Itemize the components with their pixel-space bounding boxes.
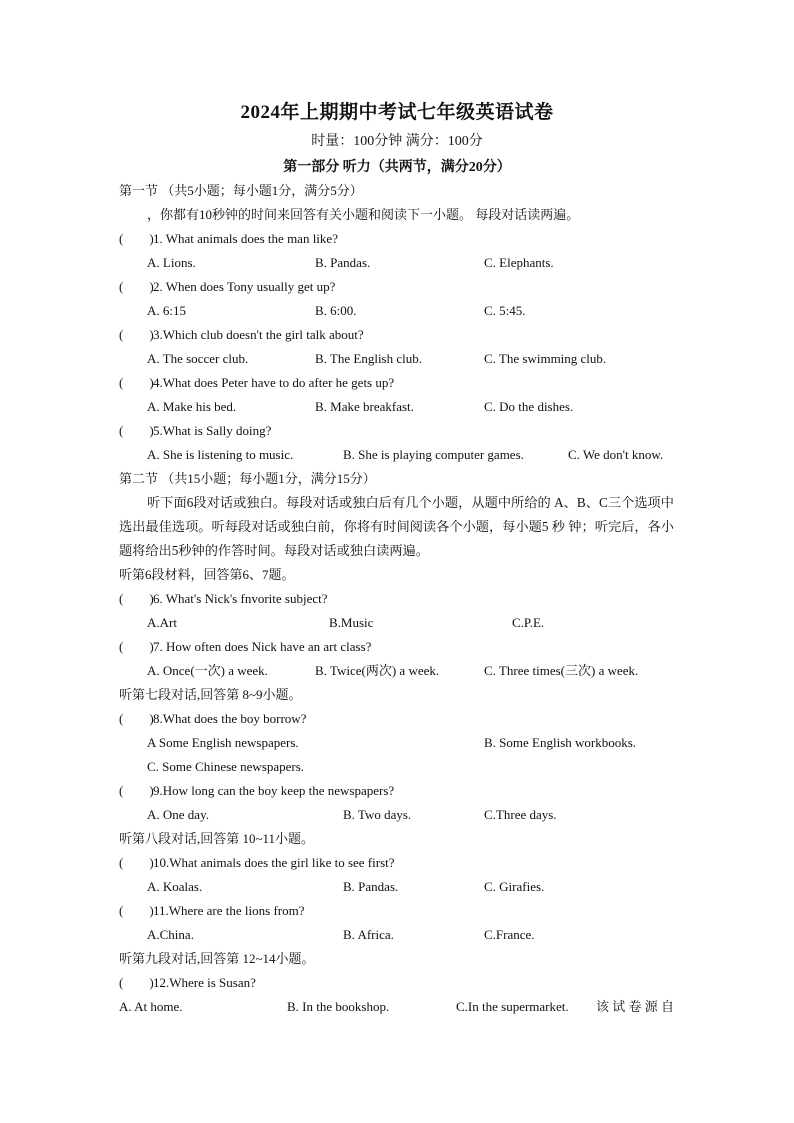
option-b: B. Some English workbooks. xyxy=(484,735,637,750)
option-b: B. In the bookshop. xyxy=(287,999,390,1014)
option-a: A.Art xyxy=(147,615,177,630)
question-10 xyxy=(119,855,395,871)
option-a: A. Lions. xyxy=(147,255,196,270)
option-c: C. Girafies. xyxy=(484,879,545,894)
option-c: C. Elephants. xyxy=(484,255,554,270)
answer-blank[interactable]: ( ) xyxy=(119,327,154,342)
question-text: 6. What's Nick's fnvorite subject? xyxy=(153,591,328,606)
answer-blank[interactable]: ( ) xyxy=(119,711,154,726)
option-c: C. 5:45. xyxy=(484,303,526,318)
option-c: C. We don't know. xyxy=(568,447,664,462)
question-6 xyxy=(119,591,327,607)
question-text: 2. When does Tony usually get up? xyxy=(153,279,336,294)
question-text: 8.What does the boy borrow? xyxy=(153,711,307,726)
group-6-heading: 听第6段材料，回答第6、7题。 xyxy=(119,567,295,582)
option-c: C.P.E. xyxy=(512,615,545,630)
group-7-heading: 听第七段对话,回答第 8~9小题。 xyxy=(119,687,302,702)
option-a: A. Make his bed. xyxy=(147,399,237,414)
option-c: C.In the supermarket. xyxy=(456,999,569,1014)
answer-blank[interactable]: ( ) xyxy=(119,591,154,606)
question-text: 10.What animals does the girl like to see first? xyxy=(153,855,395,870)
question-12 xyxy=(119,975,256,991)
answer-blank[interactable]: ( ) xyxy=(119,423,154,438)
answer-blank[interactable]: ( ) xyxy=(119,783,154,798)
group-8-heading: 听第八段对话,回答第 10~11小题。 xyxy=(119,831,315,846)
question-7 xyxy=(119,639,371,655)
option-b: B. Twice(两次) a week. xyxy=(315,663,440,678)
question-2 xyxy=(119,279,335,295)
question-8 xyxy=(119,711,306,727)
question-3 xyxy=(119,327,364,343)
option-b: B. Make breakfast. xyxy=(315,399,414,414)
question-text: 3.Which club doesn't the girl talk about? xyxy=(153,327,364,342)
answer-blank[interactable]: ( ) xyxy=(119,903,154,918)
option-a: A. Koalas. xyxy=(147,879,203,894)
question-text: 9.How long can the boy keep the newspapers? xyxy=(153,783,395,798)
group-9-heading: 听第九段对话,回答第 12~14小题。 xyxy=(119,951,315,966)
source-note: 该 试 卷 源 自 xyxy=(596,999,675,1014)
question-text: 4.What does Peter have to do after he gets up? xyxy=(153,375,395,390)
exam-title: 2024年上期期中考试七年级英语试卷 xyxy=(240,102,554,123)
question-text: 11.Where are the lions from? xyxy=(153,903,305,918)
option-a: A. One day. xyxy=(147,807,209,822)
question-text: 5.What is Sally doing? xyxy=(153,423,272,438)
option-a: A Some English newspapers. xyxy=(147,735,299,750)
question-text: 1. What animals does the man like? xyxy=(153,231,338,246)
option-a: A. The soccer club. xyxy=(147,351,249,366)
option-b: B. Pandas. xyxy=(315,255,371,270)
exam-subtitle: 时量：100分钟 满分：100分 xyxy=(311,134,483,149)
section-one-heading: 第一节 （共5小题；每小题1分，满分5分） xyxy=(119,183,363,198)
answer-blank[interactable]: ( ) xyxy=(119,975,154,990)
answer-blank[interactable]: ( ) xyxy=(119,231,154,246)
option-c: C. Do the dishes. xyxy=(484,399,574,414)
answer-blank[interactable]: ( ) xyxy=(119,855,154,870)
part-one-heading: 第一部分 听力（共两节，满分20分） xyxy=(283,160,511,175)
section-two-heading: 第二节 （共15小题；每小题1分，满分15分） xyxy=(119,471,376,486)
question-4 xyxy=(119,375,394,391)
answer-blank[interactable]: ( ) xyxy=(119,375,154,390)
question-11 xyxy=(119,903,304,919)
option-a: A. At home. xyxy=(119,999,183,1014)
option-b: B. Pandas. xyxy=(343,879,399,894)
question-1 xyxy=(119,231,338,247)
option-b: B. She is playing computer games. xyxy=(343,447,524,462)
question-text: 12.Where is Susan? xyxy=(153,975,256,990)
option-c: C.France. xyxy=(484,927,535,942)
option-a: A. She is listening to music. xyxy=(147,447,294,462)
option-c: C. Some Chinese newspapers. xyxy=(147,759,305,774)
question-5 xyxy=(119,423,271,439)
option-c: C. Three times(三次) a week. xyxy=(484,663,639,678)
answer-blank[interactable]: ( ) xyxy=(119,279,154,294)
answer-blank[interactable]: ( ) xyxy=(119,639,154,654)
option-b: B.Music xyxy=(329,615,374,630)
option-c: C. The swimming club. xyxy=(484,351,607,366)
section-two-instruction: 听下面6段对话或独白。每段对话或独白后有几个小题，从题中所给的 A、B、C三个选项中选出最佳选项。听每段对话或独白前，你将有时间阅读各个小题，每小题5 秒 钟；听完后，各小题将给出5秒钟的作答时间。每段对话或独白读两遍。 xyxy=(119,495,674,558)
question-text: 7. How often does Nick have an art class? xyxy=(153,639,372,654)
option-a: A. 6:15 xyxy=(147,303,186,318)
option-b: B. The English club. xyxy=(315,351,423,366)
option-b: B. Africa. xyxy=(343,927,394,942)
option-a: A. Once(一次) a week. xyxy=(147,663,268,678)
option-a: A.China. xyxy=(147,927,194,942)
option-b: B. 6:00. xyxy=(315,303,357,318)
option-b: B. Two days. xyxy=(343,807,412,822)
option-c: C.Three days. xyxy=(484,807,557,822)
section-one-instruction: ，你都有10秒钟的时间来回答有关小题和阅读下一小题。 每段对话读两遍。 xyxy=(147,207,580,222)
question-9 xyxy=(119,783,394,799)
